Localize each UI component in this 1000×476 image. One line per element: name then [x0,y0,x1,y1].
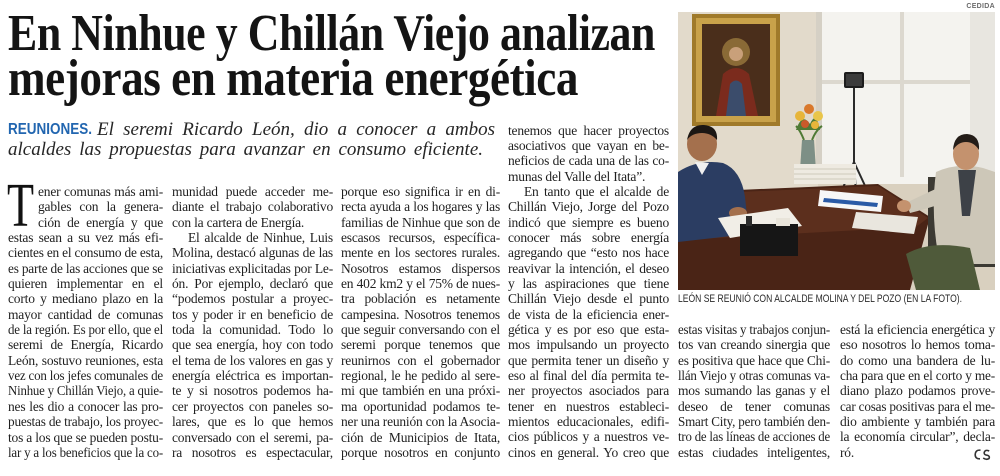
text-line [341,368,500,383]
line-text: reavivar la intención, el deseo [508,260,669,276]
text-line [341,353,500,368]
text-line [172,291,333,306]
text-line [341,230,500,245]
text-line [678,399,830,414]
text-line [8,353,163,368]
deck-line-2-text: alcaldes las propuestas para avanzar en consumo eficiente. [8,138,483,160]
line-text: car cosas positivas para el me- [840,398,995,414]
line-text: que seguir conversando con el [341,322,500,338]
line-text: nes les dio a conocer las pro- [8,398,163,414]
line-text: está la eficiencia energética y [840,322,995,337]
painting [692,14,780,126]
line-text: ra nosotros es espectacular, [172,444,333,460]
text-line [341,215,500,230]
line-text: que sea energía, hoy con todo [172,337,333,353]
line-text: “podemos postular a proyec- [172,291,333,307]
text-line [172,307,333,322]
line-text: Ninhue y Chillán Viejo, a quie- [8,383,163,399]
text-line [678,429,830,444]
line-text: con la cartera de Energía. [172,214,305,230]
line-text: de la región. Es por ello, que el [8,322,163,338]
text-line [840,353,995,368]
line-text: regional, le he pedido al sere- [341,368,500,384]
line-text: eso nosotros lo hemos toma- [840,337,995,353]
line-text: conocer más sobre energía [508,229,669,245]
text-line [172,199,333,214]
text-line [8,307,163,322]
section-kicker [8,120,104,140]
text-line [341,445,500,460]
text-line [508,199,669,214]
photo-caption [678,293,1000,306]
line-text: munidad puede acceder me- [172,184,333,199]
kicker-text: REUNIONES. [8,121,92,138]
end-mark-logo [972,447,992,461]
text-line [508,399,669,414]
text-line [172,230,333,245]
text-line [508,184,669,199]
text-line [172,261,333,276]
line-text: mayor cantidad de comunas [8,306,163,322]
text-line [508,337,669,352]
text-line [8,445,163,460]
text-line [508,353,669,368]
line-text: estas sean a su vez más efi- [8,230,163,246]
text-line [8,184,163,199]
line-text: mos impulsando un proyecto [508,337,669,353]
text-line [678,353,830,368]
text-line [508,215,669,230]
line-text: diante el trabajo colaborativo [172,199,333,215]
headline-line-1-text: En Ninhue y Chillán Viejo analizan [8,5,655,62]
line-text: asociativos que vayan en be- [508,137,669,153]
text-line [840,368,995,383]
line-text: cer proyectos con paneles so- [172,398,333,414]
text-line [341,261,500,276]
text-line [172,245,333,260]
text-line [172,322,333,337]
text-line [678,322,830,337]
article-column-5 [678,322,830,460]
line-text: porque eso significa ir en di- [341,184,500,199]
line-text: gética y es por eso que esta- [508,321,669,337]
line-text: iniciativas explicitadas por Le- [172,260,333,276]
text-line [341,322,500,337]
text-line [508,414,669,429]
text-line [341,276,500,291]
text-line [508,383,669,398]
photo-credit: CEDIDA [966,3,995,10]
text-line [172,215,333,230]
meeting-photo-image [678,12,995,290]
text-line [8,383,163,398]
line-text: lar y a los beneficios que la co- [8,444,163,460]
text-line [341,430,500,445]
line-text: ón. Por ejemplo, declaró que [172,276,333,292]
line-text: cha para que en el corto y me- [840,368,995,384]
text-line [172,184,333,199]
line-text: mos sumando las ganas y el [678,383,830,399]
line-text: ener comunas más ami- [38,184,163,199]
text-line [678,414,830,429]
line-text: deseo de tener comunas [678,398,830,414]
article-column-3 [341,184,500,460]
text-line [8,276,163,291]
text-line [341,245,500,260]
line-text: diano plazo podamos prove- [840,383,995,399]
line-text: te y si nosotros podemos ha- [172,383,333,399]
line-text: que permita tener un diseño y [508,352,669,368]
line-text: tos a los que se pueden postu- [8,429,163,445]
line-text: familias de Ninhue que son de [341,214,500,230]
line-text: Chillán Viejo desde el punto [508,291,669,307]
line-text: estas ciudades inteligentes, [678,444,830,460]
text-line [341,199,500,214]
line-text: agregando que “esto nos hace [508,245,669,261]
text-line [508,307,669,322]
text-line [341,184,500,199]
line-text: En tanto que el alcalde de [524,183,669,199]
text-line [172,430,333,445]
text-line [678,337,830,352]
text-line [840,399,995,414]
text-line [8,245,163,260]
line-text: Molina, destacó algunas de las [172,245,333,261]
text-line [341,414,500,429]
line-text: quieren implementar en el [8,276,163,292]
text-line [8,322,163,337]
text-line [840,322,995,337]
line-text: León, sostuvo reuniones, esta [8,352,163,368]
line-text: reunirnos con el gobernador [341,352,500,368]
line-text: tenemos que hacer proyectos [508,122,669,138]
text-line [508,291,669,306]
line-text: vez con los jefes comunales de [8,368,163,384]
line-text: en 402 km2 y el 75% de nues- [341,276,500,292]
line-text: ción de energía y que [38,214,163,230]
line-text: seremi porque tenemos que [341,337,500,353]
text-line [508,322,669,337]
line-text: tos van creando sinergia que [678,337,830,353]
line-text: ner proyectos asociados para [508,383,669,399]
text-line [172,337,333,352]
line-text: ma oportunidad podamos te- [341,398,500,414]
text-line [172,383,333,398]
line-text: cios públicos y a nuestros ve- [508,429,669,445]
line-text: eso al final del día permita te- [508,368,669,383]
text-line [172,414,333,429]
text-line [840,383,995,398]
line-text: El alcalde de Ninhue, Luis [188,230,333,246]
line-text: la economía circular”, decla- [840,429,995,445]
line-text: llán Viejo y otras comunas va- [678,368,830,384]
deck-line-2 [8,140,483,160]
line-text: Nosotros estamos dispersos [341,260,500,276]
text-line [508,429,669,444]
text-line [172,368,333,383]
line-text: ró. [840,444,855,460]
text-line [8,337,163,352]
text-line [8,215,163,230]
line-text: tra población es netamente [341,291,500,307]
text-line [8,230,163,245]
line-text: tener en nuestros estableci- [508,398,669,414]
text-line [8,399,163,414]
text-line [172,445,333,460]
text-line [8,430,163,445]
line-text: es parte de las acciones que se [8,260,163,276]
line-text: energía eléctrica es importan- [172,368,333,384]
text-line [508,276,669,291]
deck-line-1-text: El seremi Ricardo León, dio a conocer a ambos [97,118,495,140]
text-line [172,353,333,368]
line-text: munas del Valle del Itata”. [508,168,646,184]
text-line [840,429,995,444]
line-text: Smart City, pero también den- [678,414,830,430]
text-line [508,230,669,245]
line-text: campesina. Nosotros tenemos [341,306,500,322]
line-text: gables con la genera- [38,199,163,215]
line-text: el tema de los valores en gas y [172,352,333,368]
line-text: corto y mediano plazo en la [8,291,163,307]
text-line [508,261,669,276]
line-text: lares, que es lo que hemos [172,414,333,430]
text-line [341,291,500,306]
article-column-2 [172,184,333,460]
line-text: do como una bandera de lu- [840,352,995,368]
text-line [8,261,163,276]
line-text: Chillán Viejo, Jorge del Pozo [508,199,669,215]
line-text: estas visitas y trabajos conjun- [678,322,830,337]
article-column-6 [840,322,995,460]
line-text: y las aspiraciones que tiene [508,275,669,291]
text-line [678,368,830,383]
line-text: ción de Municipios de Itata, [341,429,500,445]
article-column-1 [8,184,163,460]
line-text: es positiva que hace que Chi- [678,352,830,368]
line-text: cinos en general. Yo creo que [508,444,669,460]
text-line [508,368,669,383]
line-text: mientos educacionales, edifi- [508,414,669,430]
line-text: dio ambiente y también para [840,414,995,430]
line-text: conversado con el seremi, pa- [172,429,333,445]
text-line [840,414,995,429]
text-line [341,383,500,398]
meeting-photo [678,12,995,290]
line-text: puestas de trabajo, los proyec- [8,414,163,430]
text-line [508,138,669,153]
paper-stack [794,164,856,184]
line-text: tro de las líneas de acciones de [678,429,830,445]
text-line [8,368,163,383]
deck-line-1 [97,120,495,140]
text-line [8,199,163,214]
text-line [840,337,995,352]
text-line [508,153,669,168]
text-line [172,276,333,291]
text-line [678,383,830,398]
text-line [341,307,500,322]
text-line [508,445,669,460]
headline-line-2 [8,50,665,107]
photo-caption-text: LEÓN SE REUNIÓ CON ALCALDE MOLINA Y DEL POZO (EN LA FOTO). [678,293,962,305]
line-text: tos y poder ir en beneficio de [172,306,333,322]
text-line [508,169,669,184]
line-text: de vista de la eficiencia ener- [508,306,669,322]
text-line [341,337,500,352]
article-column-4 [508,123,669,461]
text-line [508,123,669,138]
line-text: cientes en el consumo de esta, [8,245,163,261]
line-text: mente en los sectores rurales. [341,245,500,261]
text-line [8,291,163,306]
headline-line-2-text: mejoras en materia energética [8,50,578,107]
line-text: recta ayuda a los hogares y las [341,199,500,215]
line-text: mi que también en una próxi- [341,383,500,399]
line-text: escasos recursos, específica- [341,230,500,246]
text-line [508,245,669,260]
line-text: neficios de cada una de las co- [508,153,669,169]
text-line [678,445,830,460]
line-text: seremi de Energía, Ricardo [8,337,163,353]
drop-cap-letter: T [7,172,34,240]
text-line [172,399,333,414]
line-text: porque nosotros en conjunto [341,444,500,460]
line-text: indicó que siempre es bueno [508,214,669,230]
line-text: toda la comunidad. Todo lo [172,322,333,338]
line-text: ner una reunión con la Asocia- [341,414,500,430]
text-line [8,414,163,429]
text-line [341,399,500,414]
